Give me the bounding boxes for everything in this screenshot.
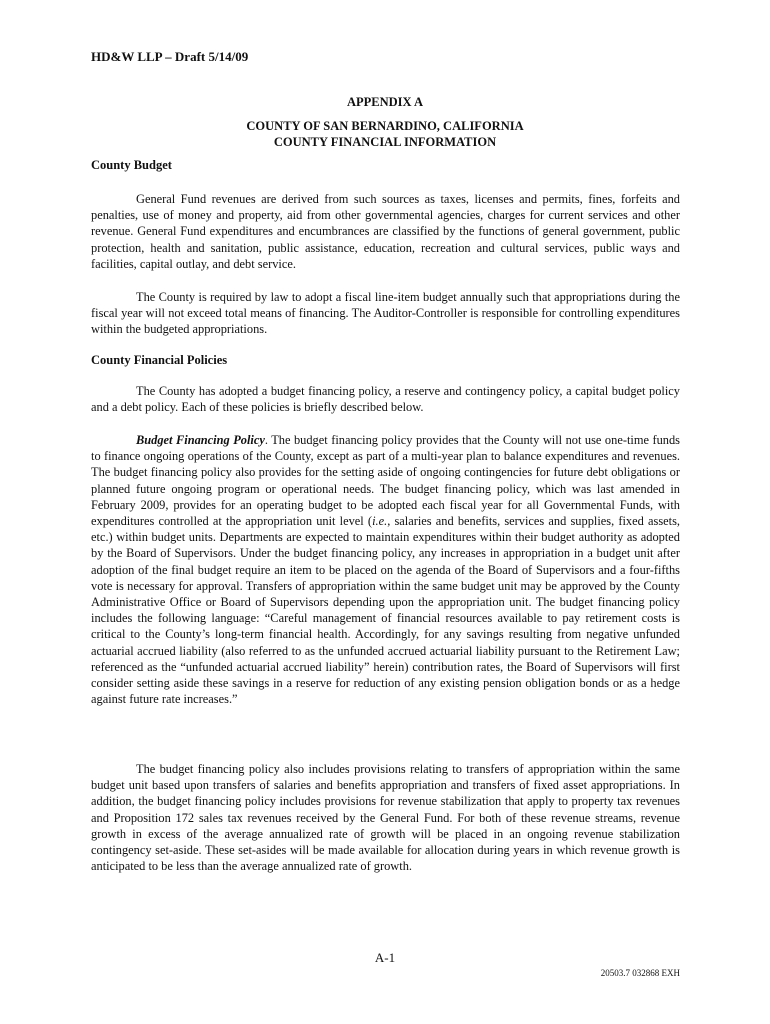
county-budget-heading: County Budget [91, 158, 172, 172]
ie-abbreviation: i.e. [372, 514, 388, 529]
financial-policies-heading: County Financial Policies [91, 353, 228, 367]
financial-policies-paragraph-1: The County has adopted a budget financing policy, a reserve and contingency policy, a capital budget policy and a debt policy. Each of these policies is briefly described below. [91, 384, 680, 415]
county-budget-paragraph-1: General Fund revenues are derived from such sources as taxes, licenses and permits, fines, forfeits and penalties, use of money and property, aid from other governmental agencies, charges for current services and other revenue. General Fund expenditures and encumbrances are classified by the functions of general government, public protection, health and sanitation, public assistance, education, recreation and cultural services, public ways and facilities, capital outlay, and debt service. [91, 192, 680, 271]
appendix-title: APPENDIX A [346, 95, 424, 109]
budget-financing-policy-text-b: , salaries and benefits, services and supplies, fixed assets, etc.) within budget units. Departments are expected to maintain expenditures within their budget authority as adopted by the Board of Supervisors. Under the budget financing policy, any increases in appropriation in a budget unit after adoption of the final budget require an item to be placed on the agenda of the Board of Supervisors and a four-fifths vote is necessary for approval. Transfers of appropriation within the same budget unit may be approved by the County Administrative Office or Board of Supervisors depending upon the appropriation unit. The budget financing policy includes the following language: “Careful management of financial resources available to pay retirement costs is critical to the County’s long-term financial health. Accordingly, for any savings resulting from negative unfunded actuarial accrued liability (also referred to as the unfunded accrued actuarial liability pursuant to the Retirement Law; referenced as the “unfunded actuarial accrued liability” herein) contribution rates, the Board of Supervisors will first consider setting aside these savings in a reserve for reduction of any existing pension obligation bonds or as a hedge against future rate increases.” [91, 514, 681, 707]
revenue-stabilization-paragraph: The budget financing policy also includes provisions relating to transfers of appropriation within the same budget unit based upon transfers of salaries and benefits appropriation and transfers of fixed asset appropriations. In addition, the budget financing policy includes provisions for revenue stabilization that apply to property tax revenues and Proposition 172 sales tax revenues received by the General Fund. For both of these revenue streams, revenue growth in excess of the average annualized rate of growth will be placed in an ongoing revenue stabilization contingency set-aside. These set-asides will be made available for allocation during years in which revenue growth is anticipated to be less than the average annualized rate of growth. [91, 762, 680, 874]
budget-financing-policy-paragraph [91, 432, 680, 707]
info-title: COUNTY FINANCIAL INFORMATION [273, 135, 497, 149]
budget-financing-policy-lead: Budget Financing Policy [136, 433, 265, 447]
page-number: A-1 [374, 950, 396, 965]
budget-financing-policy-text-a: . The budget financing policy provides that the County will not use one-time funds to finance ongoing operations of the County, except as part of a multi-year plan to balance expenditures and revenues. The budget financing policy also provides for the setting aside of ongoing contingencies for future debt obligations or planned future ongoing program or operational needs. The budget financing policy, which was last amended in February 2009, provides for an operating budget to be adopted each fiscal year for all Governmental Funds, with expenditures controlled at the appropriation unit level ( [91, 433, 680, 529]
county-title: COUNTY OF SAN BERNARDINO, CALIFORNIA [246, 119, 524, 133]
county-budget-paragraph-2: The County is required by law to adopt a fiscal line-item budget annually such that appropriations during the fiscal year will not exceed total means of financing. The Auditor-Controller is responsible for controlling expenditures within the budgeted appropriations. [91, 290, 680, 337]
document-id: 20503.7 032868 EXH [600, 968, 680, 978]
draft-header: HD&W LLP – Draft 5/14/09 [91, 49, 249, 64]
